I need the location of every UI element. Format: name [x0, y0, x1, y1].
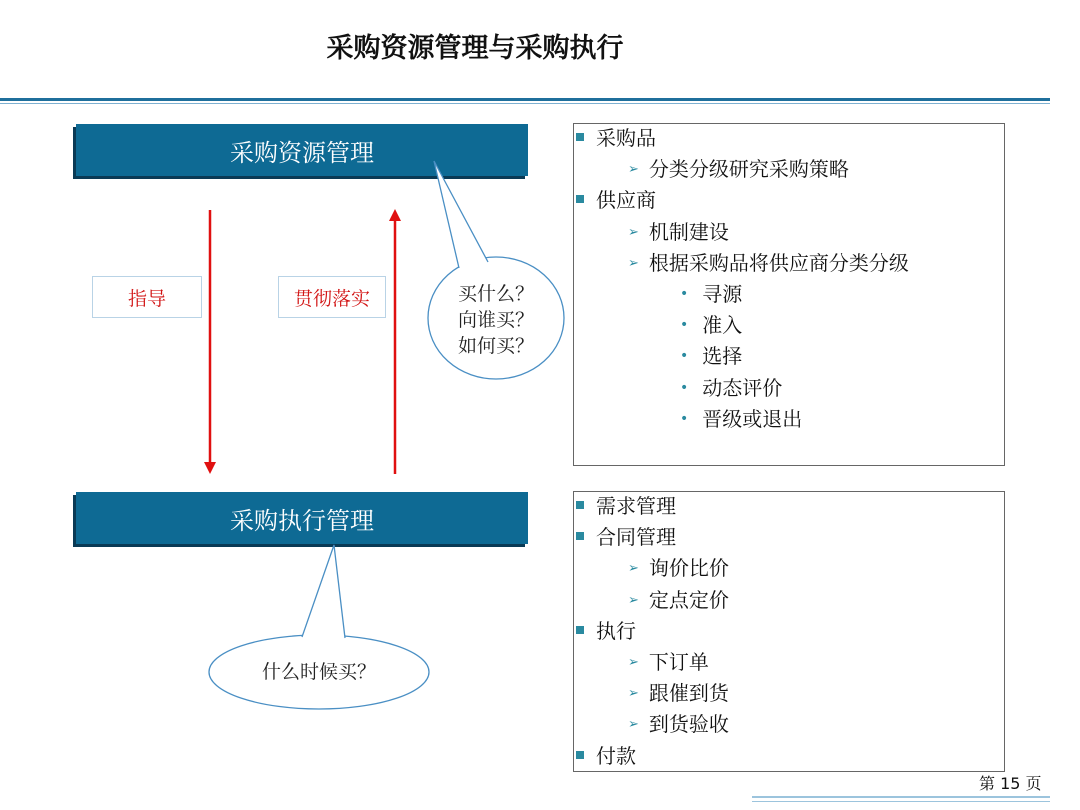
outline-item-level-2 [628, 220, 729, 245]
outline-item-level-2 [628, 650, 709, 675]
outline-item-text: 晋级或退出 [702, 406, 803, 431]
outline-item-level-2 [628, 556, 729, 581]
dot-bullet-icon: • [680, 410, 689, 427]
execution-detail-panel [573, 491, 1005, 772]
outline-item-level-1 [576, 744, 636, 768]
arrow-bullet-icon: ➢ [628, 592, 639, 608]
dot-bullet-icon: • [680, 286, 689, 302]
outline-item-level-1 [576, 525, 676, 549]
outline-item-level-1 [576, 494, 676, 518]
outline-item-level-2 [628, 588, 729, 613]
page-number: 第 15 页 [979, 774, 1042, 793]
footer-divider [752, 796, 1050, 798]
footer-divider-thin [752, 801, 1050, 802]
outline-item-level-2 [628, 681, 729, 706]
square-bullet-icon [576, 195, 584, 203]
outline-item-text: 分类分级研究采购策略 [648, 157, 849, 182]
execution-management-label: 采购执行管理 [230, 506, 374, 535]
outline-item-level-3 [680, 376, 782, 400]
bubble-line-whom: 向谁买？ [457, 309, 534, 331]
outline-item-level-2 [628, 157, 849, 182]
outline-item-text: 供应商 [596, 188, 656, 213]
outline-item-text: 准入 [702, 313, 743, 338]
arrow-bullet-icon: ➢ [628, 686, 639, 702]
dot-bullet-icon: • [680, 348, 689, 365]
outline-item-level-1 [576, 188, 656, 212]
outline-item-text: 动态评价 [702, 375, 783, 400]
outline-item-text: 机制建设 [648, 219, 729, 244]
square-bullet-icon [576, 751, 584, 759]
outline-item-text: 执行 [596, 618, 636, 643]
square-bullet-icon [576, 501, 584, 509]
outline-item-level-3 [680, 313, 742, 337]
arrow-bullet-icon: ➢ [628, 655, 639, 670]
outline-item-text: 询价比价 [648, 556, 729, 581]
square-bullet-icon [576, 626, 584, 634]
guide-label: 指导 [127, 287, 166, 310]
outline-item-text: 定点定价 [648, 587, 729, 612]
outline-item-text: 到货验收 [648, 712, 729, 737]
bubble-line-what: 买什么？ [457, 283, 534, 305]
outline-item-text: 选择 [702, 344, 743, 369]
outline-item-level-3 [680, 282, 742, 306]
outline-item-level-2 [628, 251, 909, 276]
up-arrow [389, 209, 401, 474]
down-arrow [204, 210, 216, 474]
implement-label: 贯彻落实 [293, 287, 370, 310]
outline-item-level-1 [576, 619, 636, 643]
outline-item-level-2 [628, 712, 729, 737]
outline-item-text: 合同管理 [596, 525, 676, 550]
bubble-bottom-text: 什么时候买？ [261, 661, 376, 683]
outline-item-text: 下订单 [648, 650, 709, 674]
outline-item-text: 跟催到货 [648, 681, 729, 706]
outline-item-text: 根据采购品将供应商分类分级 [648, 250, 909, 275]
square-bullet-icon [576, 133, 584, 141]
outline-item-text: 需求管理 [596, 494, 676, 518]
resource-management-label: 采购资源管理 [230, 138, 374, 167]
outline-item-text: 付款 [596, 743, 636, 768]
slide-title: 采购资源管理与采购执行 [326, 33, 624, 64]
arrow-bullet-icon: ➢ [628, 224, 639, 240]
outline-item-text: 采购品 [596, 126, 656, 150]
arrow-bullet-icon: ➢ [628, 717, 639, 733]
outline-item-level-1 [576, 126, 656, 150]
bubble-line-how: 如何买？ [457, 335, 534, 357]
dot-bullet-icon: • [680, 379, 689, 396]
arrow-bullet-icon: ➢ [628, 162, 639, 178]
resource-detail-panel [573, 123, 1005, 466]
arrow-bullet-icon: ➢ [628, 255, 639, 271]
bubble-top-text [440, 281, 552, 359]
dot-bullet-icon: • [680, 317, 689, 334]
outline-item-level-3 [680, 407, 802, 431]
outline-item-level-3 [680, 344, 742, 368]
arrow-bullet-icon: ➢ [628, 561, 639, 577]
square-bullet-icon [576, 532, 584, 540]
outline-item-text: 寻源 [702, 282, 743, 306]
